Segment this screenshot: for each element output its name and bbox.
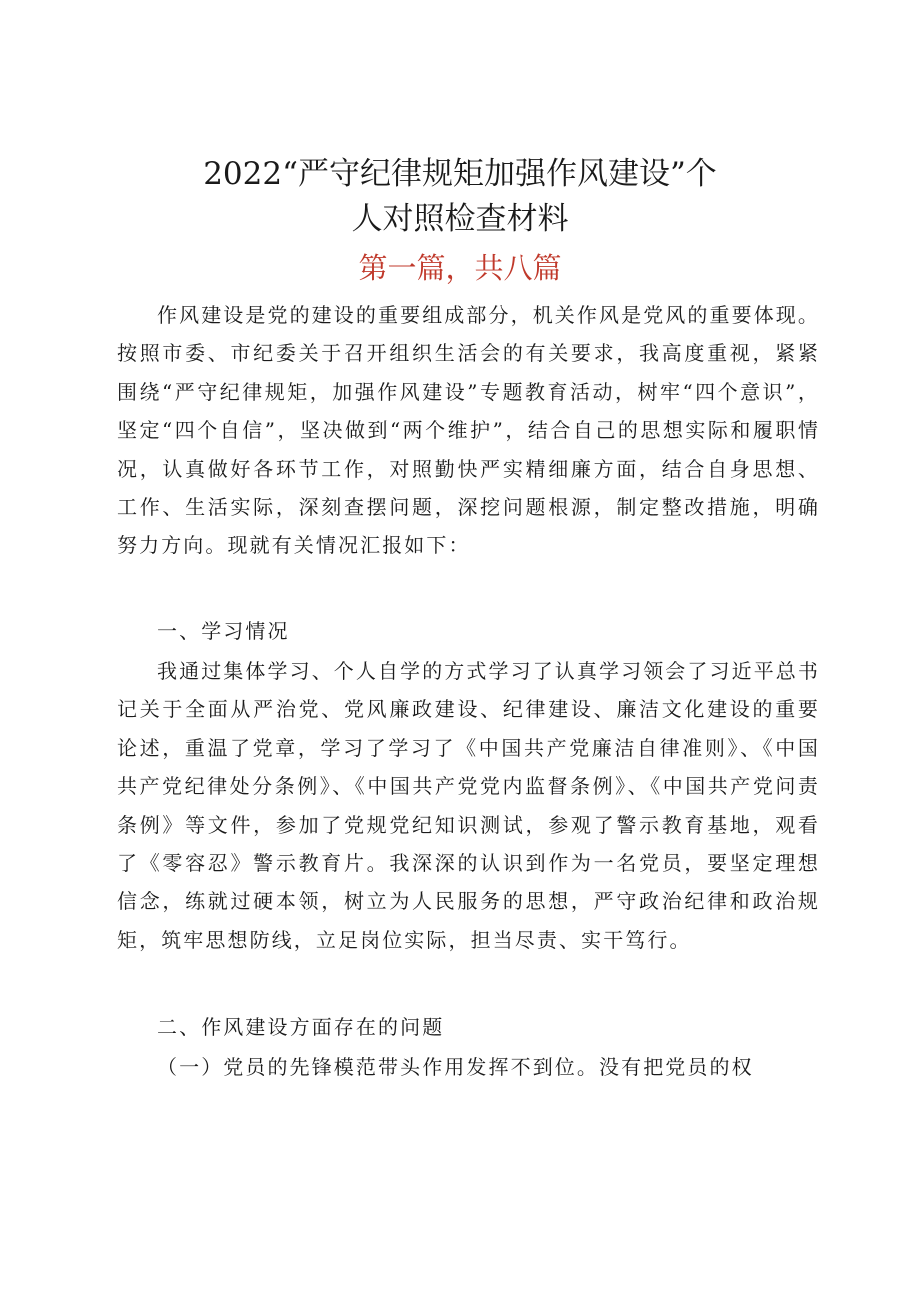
section-heading-study: 一、学习情况 bbox=[157, 619, 290, 643]
document-title-line-1: 2022“严守纪律规矩加强作风建设”个 bbox=[203, 156, 717, 192]
document-title-line-2: 人对照检查材料 bbox=[351, 201, 569, 237]
section-heading-problems: 二、作风建设方面存在的问题 bbox=[157, 1015, 445, 1039]
problem-paragraph-container bbox=[0, 1048, 920, 1088]
problem-paragraph-1: （一）党员的先锋模范带头作用发挥不到位。没有把党员的权 bbox=[157, 1055, 754, 1079]
intro-paragraph: 作风建设是党的建设的重要组成部分，机关作风是党风的重要体现。按照市委、市纪委关于召开组织生活会的有关要求，我高度重视，紧紧围绕“严守纪律规矩，加强作风建设”专题教育活动，树牢“四个意识”，坚定“四个自信”，坚决做到“两个维护”，结合自己的思想实际和履职情况，认真做好各环节工作，对照勤快严实精细廉方面，结合自身思想、工作、生活实际，深刻查摆问题，深挖问题根源，制定整改措施，明确努力方向。现就有关情况汇报如下： bbox=[117, 303, 820, 558]
study-paragraph: 我通过集体学习、个人自学的方式学习了认真学习领会了习近平总书记关于全面从严治党、党风廉政建设、纪律建设、廉洁文化建设的重要论述，重温了党章，学习了学习了《中国共产党廉洁自律准则》、《中国共产党纪律处分条例》、《中国共产党党内监督条例》、《中国共产党问责条例》等文件，参加了党规党纪知识测试，参观了警示教育基地，观看了《零容忍》警示教育片。我深深的认识到作为一名党员，要坚定理想信念，练就过硬本领，树立为人民服务的思想，严守政治纪律和政治规矩，筑牢思想防线，立足岗位实际，担当尽责、实干笃行。 bbox=[117, 659, 820, 952]
document-subtitle: 第一篇，共八篇 bbox=[358, 251, 562, 285]
